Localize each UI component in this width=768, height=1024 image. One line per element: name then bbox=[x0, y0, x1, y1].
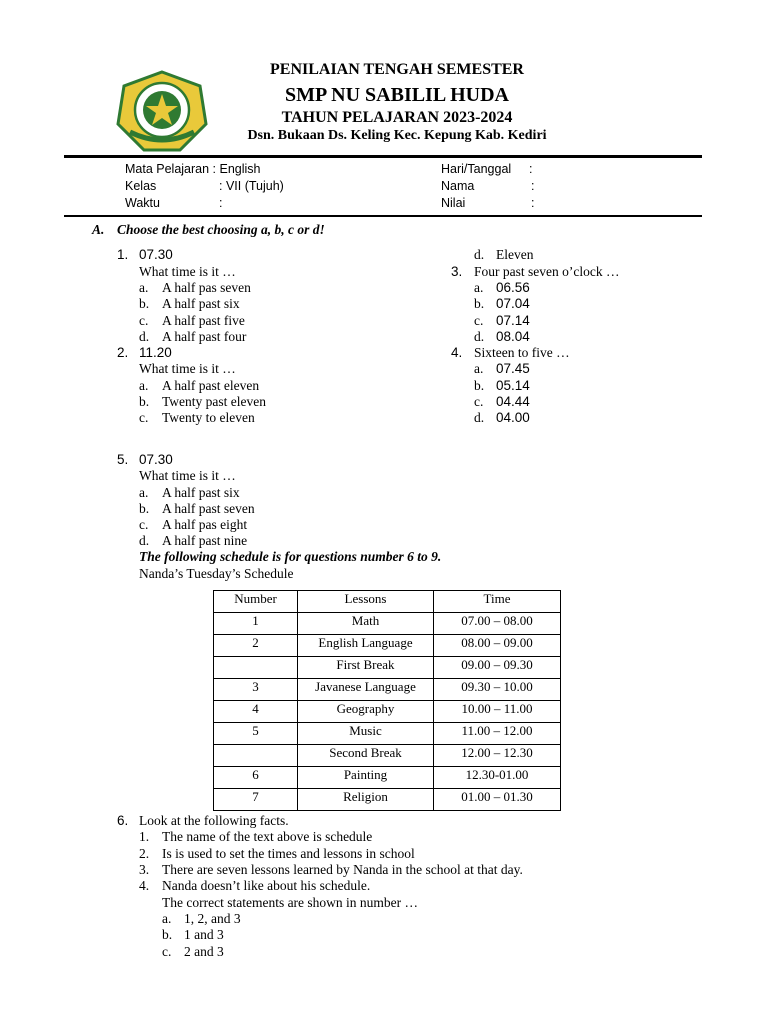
cell-time: 09.30 – 10.00 bbox=[434, 679, 561, 701]
cell-lesson: Painting bbox=[298, 767, 434, 789]
cell-time: 08.00 – 09.00 bbox=[434, 635, 561, 657]
question-text: What time is it … bbox=[139, 361, 236, 376]
question-text: What time is it … bbox=[139, 468, 236, 483]
question-number: 4. bbox=[451, 345, 463, 360]
option-letter: b. bbox=[474, 378, 485, 393]
question-prompt: Four past seven o’clock … bbox=[474, 264, 620, 279]
cell-number: 6 bbox=[214, 767, 298, 789]
option-letter: a. bbox=[474, 280, 484, 295]
option-letter: d. bbox=[474, 410, 485, 425]
option-letter: b. bbox=[162, 927, 173, 942]
option-b[interactable]: 07.04 bbox=[496, 296, 530, 311]
cell-lesson: English Language bbox=[298, 635, 434, 657]
question-number: 5. bbox=[117, 452, 129, 467]
table-row bbox=[214, 723, 561, 745]
option-a[interactable]: A half past eleven bbox=[162, 378, 260, 393]
option-c[interactable]: 07.14 bbox=[496, 313, 530, 328]
question-prompt: 07.30 bbox=[139, 247, 173, 262]
cell-time: 12.00 – 12.30 bbox=[434, 745, 561, 767]
option-c[interactable]: 04.44 bbox=[496, 394, 530, 409]
date-value: : bbox=[529, 162, 533, 176]
cell-time: 11.00 – 12.00 bbox=[434, 723, 561, 745]
question-number: 6. bbox=[117, 813, 129, 828]
date-label: Hari/Tanggal bbox=[441, 162, 512, 176]
cell-number bbox=[214, 657, 298, 679]
option-c[interactable]: A half pas eight bbox=[162, 517, 248, 532]
cell-time: 09.00 – 09.30 bbox=[434, 657, 561, 679]
option-letter: c. bbox=[139, 517, 149, 532]
fact-number: 4. bbox=[139, 878, 150, 893]
fact-text: Nanda doesn’t like about his schedule. bbox=[162, 878, 371, 893]
cell-lesson: Geography bbox=[298, 701, 434, 723]
cell-number: 5 bbox=[214, 723, 298, 745]
schedule-table bbox=[213, 590, 561, 811]
option-letter: d. bbox=[474, 329, 485, 344]
option-b[interactable]: A half past six bbox=[162, 296, 240, 311]
question-number: 1. bbox=[117, 247, 129, 262]
table-row bbox=[214, 701, 561, 723]
class-label: Kelas bbox=[125, 179, 157, 193]
option-d[interactable]: 04.00 bbox=[496, 410, 530, 425]
fact-number: 3. bbox=[139, 862, 150, 877]
option-a[interactable]: 07.45 bbox=[496, 361, 530, 376]
section-letter: A. bbox=[92, 222, 105, 237]
option-b[interactable]: A half past seven bbox=[162, 501, 255, 516]
question-text: What time is it … bbox=[139, 264, 236, 279]
option-b[interactable]: 1 and 3 bbox=[184, 927, 224, 942]
option-letter: a. bbox=[139, 280, 149, 295]
table-row bbox=[214, 789, 561, 811]
option-d[interactable]: 08.04 bbox=[496, 329, 530, 344]
question-prompt: Sixteen to five … bbox=[474, 345, 570, 360]
table-row bbox=[214, 679, 561, 701]
fact-text: The name of the text above is schedule bbox=[162, 829, 373, 844]
option-letter: d. bbox=[139, 329, 150, 344]
info-divider bbox=[64, 215, 702, 217]
cell-number: 7 bbox=[214, 789, 298, 811]
question-prompt: Look at the following facts. bbox=[139, 813, 289, 828]
table-row bbox=[214, 635, 561, 657]
option-a[interactable]: 1, 2, and 3 bbox=[184, 911, 241, 926]
option-c[interactable]: 2 and 3 bbox=[184, 944, 224, 959]
table-row bbox=[214, 657, 561, 679]
table-row bbox=[214, 767, 561, 789]
option-c[interactable]: Twenty to eleven bbox=[162, 410, 255, 425]
option-letter: a. bbox=[474, 361, 484, 376]
name-label: Nama bbox=[441, 179, 475, 193]
option-b[interactable]: 05.14 bbox=[496, 378, 530, 393]
table-header-row bbox=[214, 591, 561, 613]
option-letter: a. bbox=[162, 911, 172, 926]
cell-lesson: Javanese Language bbox=[298, 679, 434, 701]
option-d[interactable]: A half past four bbox=[162, 329, 247, 344]
section-instruction: Choose the best choosing a, b, c or d! bbox=[117, 222, 325, 237]
school-name: SMP NU SABILIL HUDA bbox=[285, 84, 509, 106]
cell-time: 12.30-01.00 bbox=[434, 767, 561, 789]
option-d[interactable]: A half past nine bbox=[162, 533, 248, 548]
subject-field: Mata Pelajaran : English bbox=[125, 162, 261, 176]
cell-lesson: First Break bbox=[298, 657, 434, 679]
option-letter: d. bbox=[474, 247, 485, 262]
score-value: : bbox=[531, 196, 535, 210]
option-a[interactable]: A half past six bbox=[162, 485, 240, 500]
column-header-lessons: Lessons bbox=[298, 591, 434, 613]
option-letter: a. bbox=[139, 378, 149, 393]
table-row bbox=[214, 613, 561, 635]
question-number: 3. bbox=[451, 264, 463, 279]
fact-number: 2. bbox=[139, 846, 150, 861]
question-prompt: 07.30 bbox=[139, 452, 173, 467]
option-letter: d. bbox=[139, 533, 150, 548]
option-letter: c. bbox=[474, 313, 484, 328]
cell-number: 2 bbox=[214, 635, 298, 657]
fact-text: There are seven lessons learned by Nanda in the school at that day. bbox=[162, 862, 523, 877]
class-value: : VII (Tujuh) bbox=[219, 179, 284, 193]
cell-number bbox=[214, 745, 298, 767]
column-header-time: Time bbox=[434, 591, 561, 613]
option-letter: c. bbox=[139, 313, 149, 328]
table-row bbox=[214, 745, 561, 767]
question-prompt: 11.20 bbox=[139, 345, 172, 360]
time-label: Waktu bbox=[125, 196, 160, 210]
exam-title: PENILAIAN TENGAH SEMESTER bbox=[270, 61, 524, 78]
cell-time: 01.00 – 01.30 bbox=[434, 789, 561, 811]
fact-text: Is is used to set the times and lessons in school bbox=[162, 846, 415, 861]
question-text: The correct statements are shown in number … bbox=[162, 895, 419, 910]
time-value: : bbox=[219, 196, 223, 210]
column-header-number: Number bbox=[214, 591, 298, 613]
option-b[interactable]: Twenty past eleven bbox=[162, 394, 267, 409]
score-label: Nilai bbox=[441, 196, 466, 210]
fact-number: 1. bbox=[139, 829, 150, 844]
option-d[interactable]: Eleven bbox=[496, 247, 534, 262]
option-letter: c. bbox=[139, 410, 149, 425]
cell-number: 3 bbox=[214, 679, 298, 701]
school-address: Dsn. Bukaan Ds. Keling Kec. Kepung Kab. Kediri bbox=[247, 128, 547, 143]
option-letter: b. bbox=[139, 296, 150, 311]
cell-lesson: Music bbox=[298, 723, 434, 745]
cell-lesson: Second Break bbox=[298, 745, 434, 767]
academic-year: TAHUN PELAJARAN 2023-2024 bbox=[281, 109, 513, 126]
option-letter: b. bbox=[139, 394, 150, 409]
option-letter: c. bbox=[162, 944, 172, 959]
option-letter: b. bbox=[474, 296, 485, 311]
option-c[interactable]: A half past five bbox=[162, 313, 245, 328]
cell-number: 4 bbox=[214, 701, 298, 723]
schedule-title: Nanda’s Tuesday’s Schedule bbox=[139, 566, 294, 581]
cell-time: 10.00 – 11.00 bbox=[434, 701, 561, 723]
option-a[interactable]: 06.56 bbox=[496, 280, 530, 295]
header-divider bbox=[64, 155, 702, 158]
cell-lesson: Religion bbox=[298, 789, 434, 811]
schedule-intro: The following schedule is for questions number 6 to 9. bbox=[139, 549, 442, 564]
option-letter: a. bbox=[139, 485, 149, 500]
cell-lesson: Math bbox=[298, 613, 434, 635]
name-value: : bbox=[531, 179, 535, 193]
cell-time: 07.00 – 08.00 bbox=[434, 613, 561, 635]
option-letter: c. bbox=[474, 394, 484, 409]
option-a[interactable]: A half pas seven bbox=[162, 280, 251, 295]
cell-number: 1 bbox=[214, 613, 298, 635]
option-letter: b. bbox=[139, 501, 150, 516]
question-number: 2. bbox=[117, 345, 129, 360]
